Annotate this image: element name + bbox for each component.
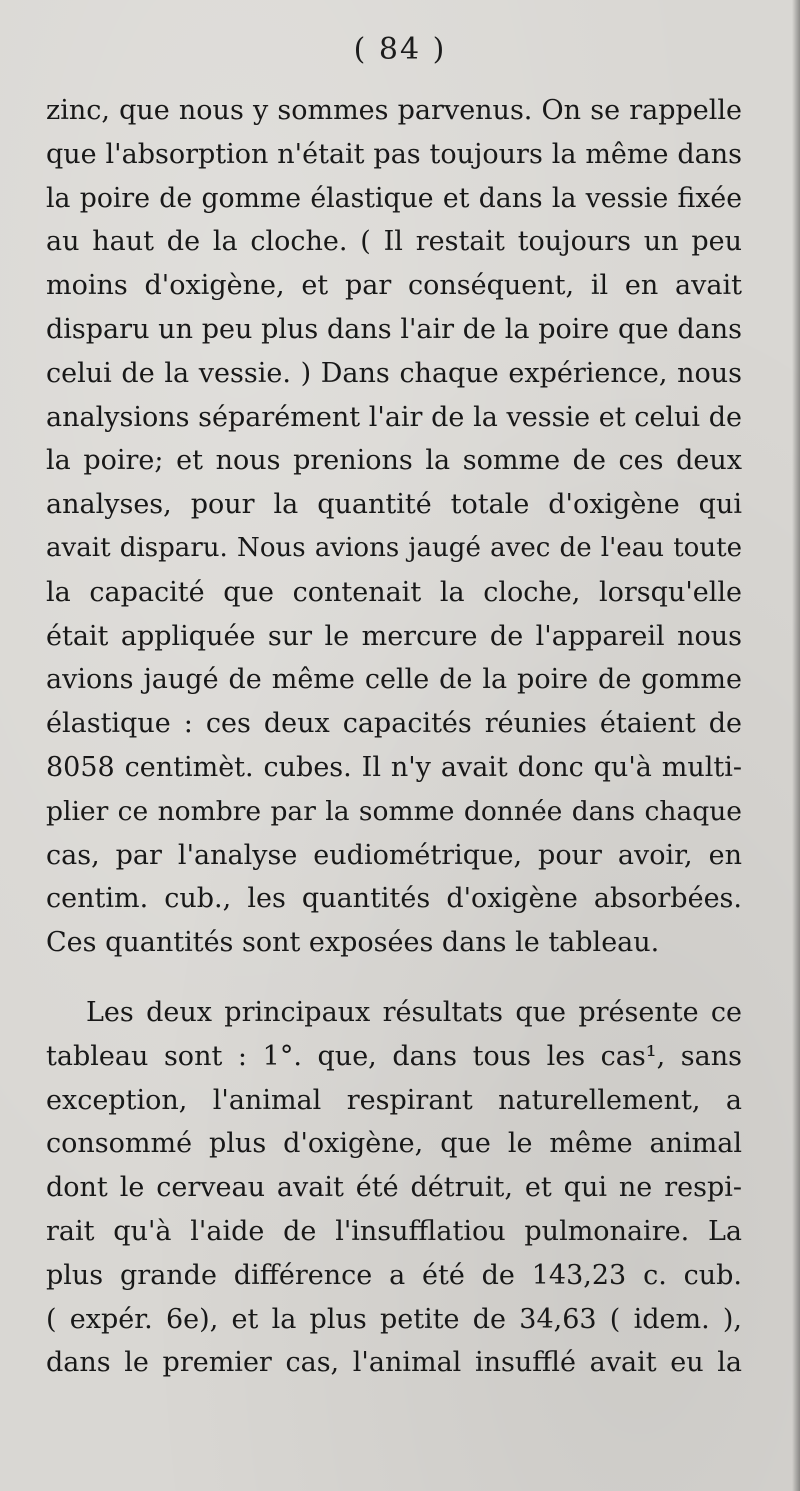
- text-line: avait disparu. Nous avions jaugé avec de l'eau toute: [46, 532, 742, 563]
- text-line: Ces quantités sont exposées dans le tableau.: [46, 927, 660, 959]
- text-line: que l'absorption n'était pas toujours la même dans: [46, 138, 742, 170]
- text-line: la capacité que contenait la cloche, lorsqu'elle: [46, 576, 742, 608]
- text-line: la poire; et nous prenions la somme de ces deux: [46, 445, 742, 477]
- text-line: dans le premier cas, l'animal insufflé avait eu la: [46, 1347, 742, 1379]
- text-line: Les deux principaux résultats que présente ce: [86, 996, 742, 1028]
- text-line: élastique : ces deux capacités réunies étaient de: [46, 708, 742, 740]
- text-line: dont le cerveau avait été détruit, et qui ne respi-: [46, 1172, 742, 1204]
- body-text: [46, 89, 742, 1385]
- page-edge-shadow: [792, 0, 800, 1491]
- text-line: avions jaugé de même celle de la poire de gomme: [46, 664, 742, 696]
- text-line: exception, l'animal respirant naturellement, a: [46, 1084, 742, 1116]
- text-line: analysions séparément l'air de la vessie et celui de: [46, 401, 742, 433]
- text-line: plier ce nombre par la somme donnée dans chaque: [46, 795, 742, 827]
- text-line: zinc, que nous y sommes parvenus. On se rappelle: [46, 95, 742, 126]
- paragraph-1: [46, 89, 742, 965]
- text-line: centim. cub., les quantités d'oxigène absorbées.: [46, 883, 742, 915]
- text-line: cas, par l'analyse eudiométrique, pour avoir, en: [46, 839, 742, 871]
- text-line: au haut de la cloche. ( Il restait toujours un peu: [46, 226, 742, 258]
- page-number: ( 84 ): [353, 32, 447, 67]
- paragraph-gap: [46, 965, 742, 991]
- text-line: analyses, pour la quantité totale d'oxigène qui: [46, 489, 742, 521]
- text-line: consommé plus d'oxigène, que le même animal: [46, 1128, 742, 1160]
- text-line: celui de la vessie. ) Dans chaque expérience, nous: [46, 357, 742, 389]
- text-line: tableau sont : 1°. que, dans tous les cas¹, sans: [46, 1040, 742, 1072]
- text-line: 8058 centimèt. cubes. Il n'y avait donc qu'à multi-: [46, 751, 742, 783]
- text-line: ( expér. 6e), et la plus petite de 34,63 ( idem. ),: [46, 1303, 742, 1335]
- text-line: disparu un peu plus dans l'air de la poire que dans: [46, 313, 742, 345]
- paragraph-2: [46, 991, 742, 1385]
- text-line: plus grande différence a été de 143,23 c. cub.: [46, 1259, 742, 1291]
- text-line: la poire de gomme élastique et dans la vessie fixée: [46, 182, 742, 214]
- text-line: rait qu'à l'aide de l'insufflatiou pulmonaire. La: [46, 1215, 742, 1247]
- text-line: moins d'oxigène, et par conséquent, il en avait: [46, 270, 742, 302]
- text-line: était appliquée sur le mercure de l'appareil nous: [46, 620, 742, 652]
